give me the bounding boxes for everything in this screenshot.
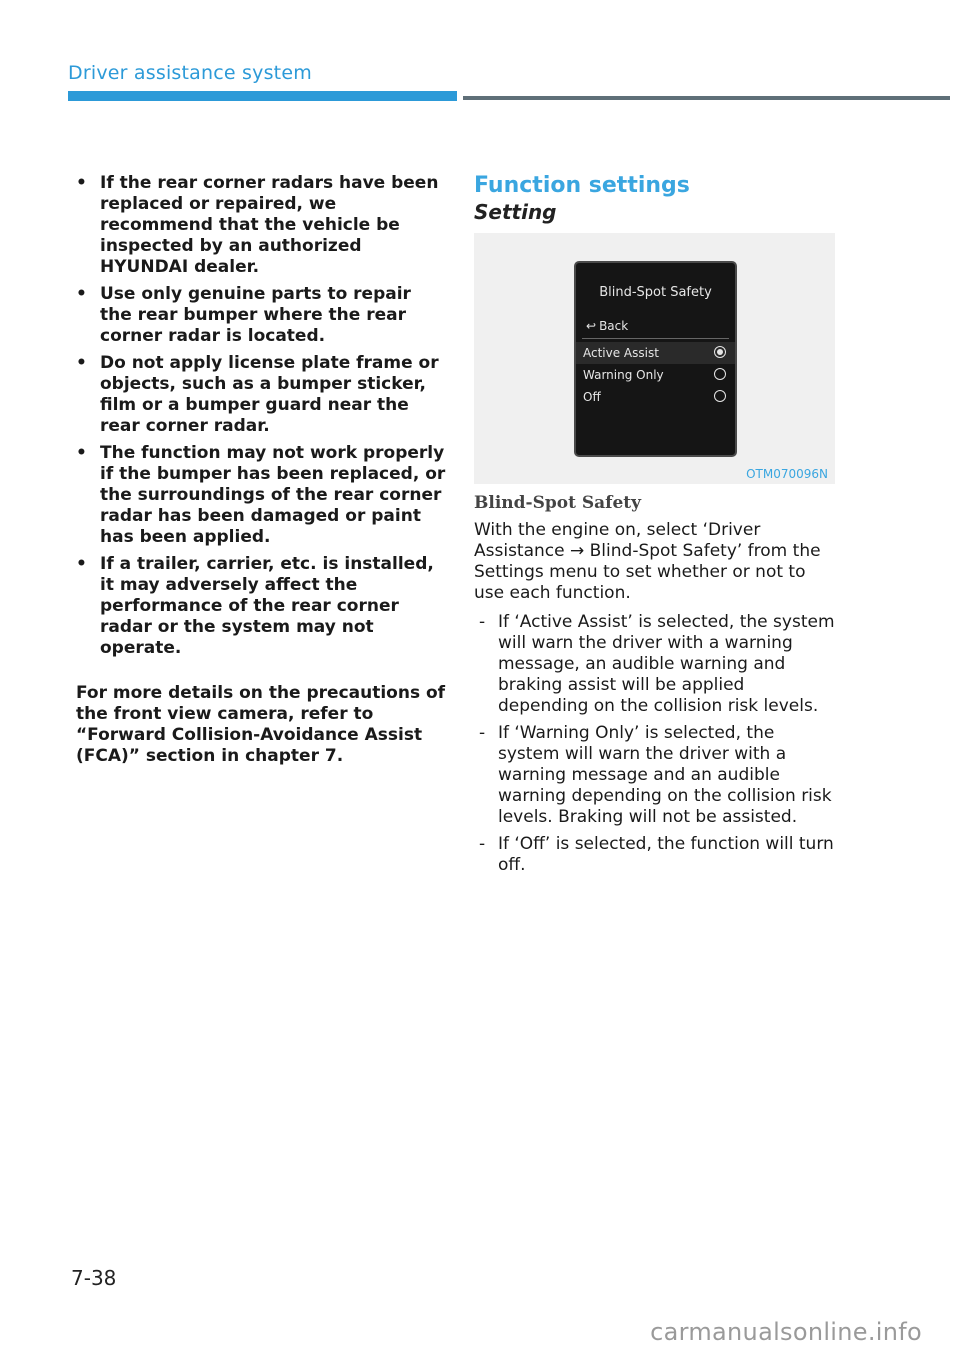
list-item: • Use only genuine parts to repair the rear bumper where the rear corner radar is located.: [76, 284, 411, 346]
settings-figure: [474, 233, 835, 484]
section-title: Function settings: [474, 173, 690, 198]
radio-empty-icon: [714, 368, 726, 380]
dash-icon: -: [479, 834, 486, 854]
back-arrow-icon: ↩: [586, 319, 597, 333]
option-warning-only: Warning Only: [576, 364, 735, 386]
bullet-icon: •: [76, 443, 87, 463]
radio-empty-icon: [714, 390, 726, 402]
list-item: - If ‘Active Assist’ is selected, the system will warn the driver with a warning message, an audible warning and braking assist will be applied depending on the collision risk levels.: [479, 612, 835, 716]
list-item: • Do not apply license plate frame or objects, such as a bumper sticker, film or a bumper guard near the rear corner radar.: [76, 353, 439, 436]
description-column: [474, 492, 840, 882]
right-column-heading: [474, 172, 844, 224]
list-item: - If ‘Warning Only’ is selected, the system will warn the driver with a warning message and an audible warning depending on the collision risk levels. Braking will not be assisted.: [479, 723, 832, 827]
header-divider-bar: [463, 96, 950, 100]
reference-note: For more details on the precautions of the front view camera, refer to “Forward Collision-Avoidance Assist (FCA)” section in chapter 7.: [76, 683, 446, 766]
display-screen: [574, 261, 737, 457]
page-number: 7-38: [71, 1266, 117, 1290]
list-item: • The function may not work properly if the bumper has been replaced, or the surroundings of the rear corner radar has been damaged or paint has been applied.: [76, 443, 446, 547]
dash-icon: -: [479, 723, 486, 743]
figure-code: OTM070096N: [746, 467, 828, 481]
precautions-list: [76, 173, 448, 659]
watermark: carmanualsonline.info: [650, 1318, 922, 1346]
bullet-icon: •: [76, 554, 87, 574]
option-descriptions: [474, 612, 840, 876]
option-active-assist: Active Assist: [576, 342, 735, 364]
bullet-icon: •: [76, 284, 87, 304]
left-column: [76, 173, 448, 784]
bullet-icon: •: [76, 173, 87, 193]
list-item: • If a trailer, carrier, etc. is installed, it may adversely affect the performance of the rear corner radar or the system may not operate.: [76, 554, 434, 658]
back-button: ↩ Back: [586, 319, 629, 333]
list-item: • If the rear corner radars have been replaced or repaired, we recommend that the vehicle be inspected by an authorized HYUNDAI dealer.: [76, 173, 439, 277]
divider: [582, 338, 729, 339]
radio-selected-icon: [714, 346, 726, 358]
dash-icon: -: [479, 612, 486, 632]
screen-title: Blind-Spot Safety: [599, 285, 712, 300]
section-header-title: Driver assistance system: [68, 62, 312, 84]
option-off: Off: [576, 386, 735, 408]
header-accent-bar: [68, 91, 457, 101]
bullet-icon: •: [76, 353, 87, 373]
list-item: - If ‘Off’ is selected, the function will turn off.: [479, 834, 834, 875]
feature-heading: Blind-Spot Safety: [474, 493, 642, 513]
intro-paragraph: With the engine on, select ‘Driver Assistance → Blind-Spot Safety’ from the Settings menu to set whether or not to use each function.: [474, 520, 821, 603]
sub-title: Setting: [474, 200, 557, 224]
